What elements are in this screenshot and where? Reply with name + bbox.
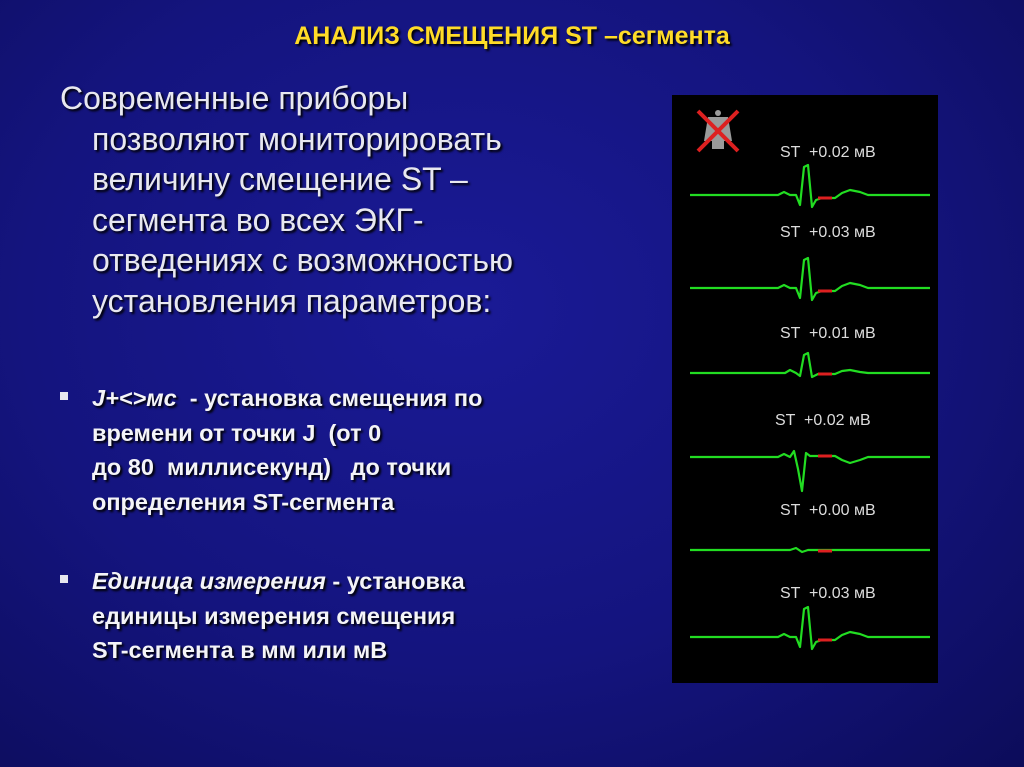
- bullet-line: ST-сегмента в мм или мВ: [92, 637, 388, 663]
- ecg-trace: [690, 607, 930, 649]
- slide-title: АНАЛИЗ СМЕЩЕНИЯ ST –сегмента: [294, 22, 730, 50]
- ecg-lead-2: [690, 224, 930, 300]
- ecg-traces: [672, 95, 938, 683]
- intro-paragraph: [60, 78, 580, 321]
- intro-line: позволяют мониторировать: [92, 120, 502, 157]
- bullet-line: определения ST-сегмента: [92, 488, 395, 515]
- intro-line: установления параметров:: [92, 282, 492, 319]
- intro-line: Современные приборы: [60, 80, 409, 116]
- bullet-line: времени от точки J (от 0: [92, 419, 382, 446]
- ecg-lead-3: [690, 325, 930, 377]
- ecg-trace: [690, 451, 930, 491]
- bullet-first-line: [60, 564, 600, 599]
- muted-alarm-icon[interactable]: [698, 110, 738, 151]
- bullet-text: - установка: [325, 568, 465, 594]
- bullet-line: до 80 миллисекунд) до точки: [92, 454, 452, 480]
- bullet-first-line: [60, 381, 600, 416]
- ecg-trace: [690, 165, 930, 207]
- st-value-label: ST +0.01 мВ: [780, 325, 876, 342]
- bullet-term: J+<>мс: [92, 385, 177, 411]
- bullet-term: Единица измерения: [92, 568, 326, 594]
- bullet-square-icon: [60, 392, 68, 400]
- intro-line: отведениях с возможностью: [92, 242, 513, 278]
- st-value-label: ST +0.03 мВ: [780, 585, 876, 602]
- bullet-unit: [60, 564, 600, 668]
- bullet-j-offset: [60, 381, 600, 519]
- ecg-lead-6: [690, 585, 930, 649]
- st-value-label: ST +0.02 мВ: [775, 412, 871, 429]
- st-value-label: ST +0.03 мВ: [780, 224, 876, 241]
- bullet-text: - установка смещения по: [176, 385, 483, 411]
- st-value-label: ST +0.00 мВ: [780, 502, 876, 519]
- intro-line: величину смещение ST –: [92, 161, 468, 197]
- bullet-square-icon: [60, 575, 68, 583]
- st-value-label: ST +0.02 мВ: [780, 144, 876, 161]
- ecg-trace: [690, 353, 930, 377]
- intro-line: сегмента во всех ЭКГ-: [92, 201, 424, 238]
- ecg-trace: [690, 258, 930, 300]
- ecg-lead-5: [690, 502, 930, 552]
- bullet-line: единицы измерения смещения: [92, 602, 456, 629]
- ecg-lead-4: [690, 412, 930, 491]
- ecg-trace: [690, 548, 930, 552]
- ecg-lead-1: [690, 144, 930, 207]
- ecg-monitor-panel: [672, 95, 938, 683]
